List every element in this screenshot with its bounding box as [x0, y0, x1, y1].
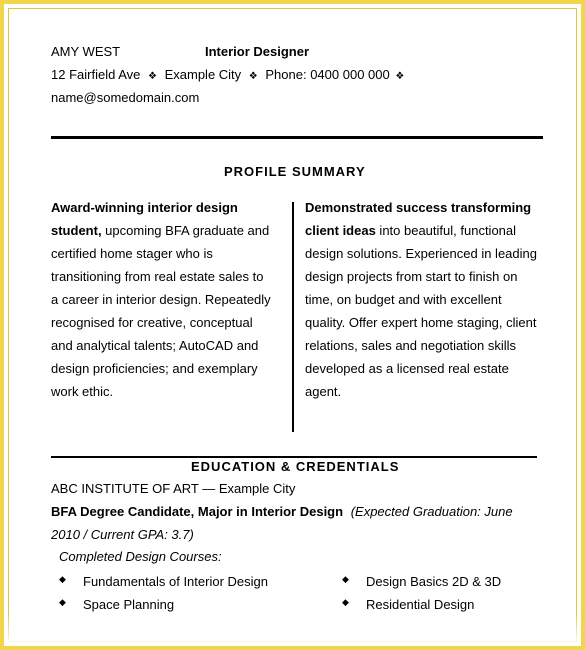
separator-icon: ❖	[148, 71, 157, 82]
address: 12 Fairfield Ave	[51, 67, 141, 82]
education-heading: EDUCATION & CREDENTIALS	[191, 459, 400, 474]
separator-icon: ❖	[395, 71, 405, 82]
city: Example City	[164, 67, 242, 82]
institute: ABC INSTITUTE OF ART — Example City	[51, 481, 296, 496]
course-label: Fundamentals of Interior Design	[83, 574, 268, 589]
course-label: Space Planning	[83, 597, 175, 612]
profile-left-highlight: Award-winning interior design student,	[51, 200, 238, 238]
bullet-icon: ◆	[59, 597, 66, 607]
gpa-line: 2010 / Current GPA: 3.7)	[51, 527, 194, 542]
profile-right-text: into beautiful, functional design solutions. Experienced in leading design projects from start to finish on time, on budget and with excellent quality. Offer expert home staging, client relations, sales and negotiation skills developed as a licensed real estate agent.	[305, 223, 537, 399]
profile-summary-heading: PROFILE SUMMARY	[224, 164, 366, 179]
profile-left-column	[51, 196, 271, 403]
bullet-icon: ◆	[342, 574, 349, 584]
course-label: Residential Design	[366, 597, 475, 612]
candidate-name: AMY WEST	[51, 44, 121, 59]
profile-left-text: upcoming BFA graduate and certified home stager who is transitioning from real estate sales to a career in interior design. Repeatedly recognised for creative, conceptual and analytical talents; AutoCAD and design proficiencies; and exemplary work ethic.	[51, 223, 271, 399]
course-label: Design Basics 2D & 3D	[366, 574, 502, 589]
courses-label: Completed Design Courses:	[59, 549, 222, 564]
phone: Phone: 0400 000 000	[265, 67, 390, 82]
separator-icon: ❖	[248, 71, 258, 82]
degree-line	[51, 500, 513, 523]
bullet-icon: ◆	[342, 597, 349, 607]
profile-right-column	[305, 196, 543, 403]
email[interactable]: name@somedomain.com	[51, 90, 200, 105]
profile-column-divider	[292, 202, 294, 432]
job-title: Interior Designer	[205, 44, 310, 59]
education-divider	[51, 456, 537, 458]
expected-graduation: (Expected Graduation: June	[350, 504, 513, 519]
header-divider	[51, 136, 543, 139]
profile-right-highlight: Demonstrated success transforming client ideas	[305, 200, 532, 238]
degree: BFA Degree Candidate, Major in Interior Design	[51, 504, 344, 519]
contact-line	[51, 63, 404, 88]
bullet-icon: ◆	[59, 574, 66, 584]
